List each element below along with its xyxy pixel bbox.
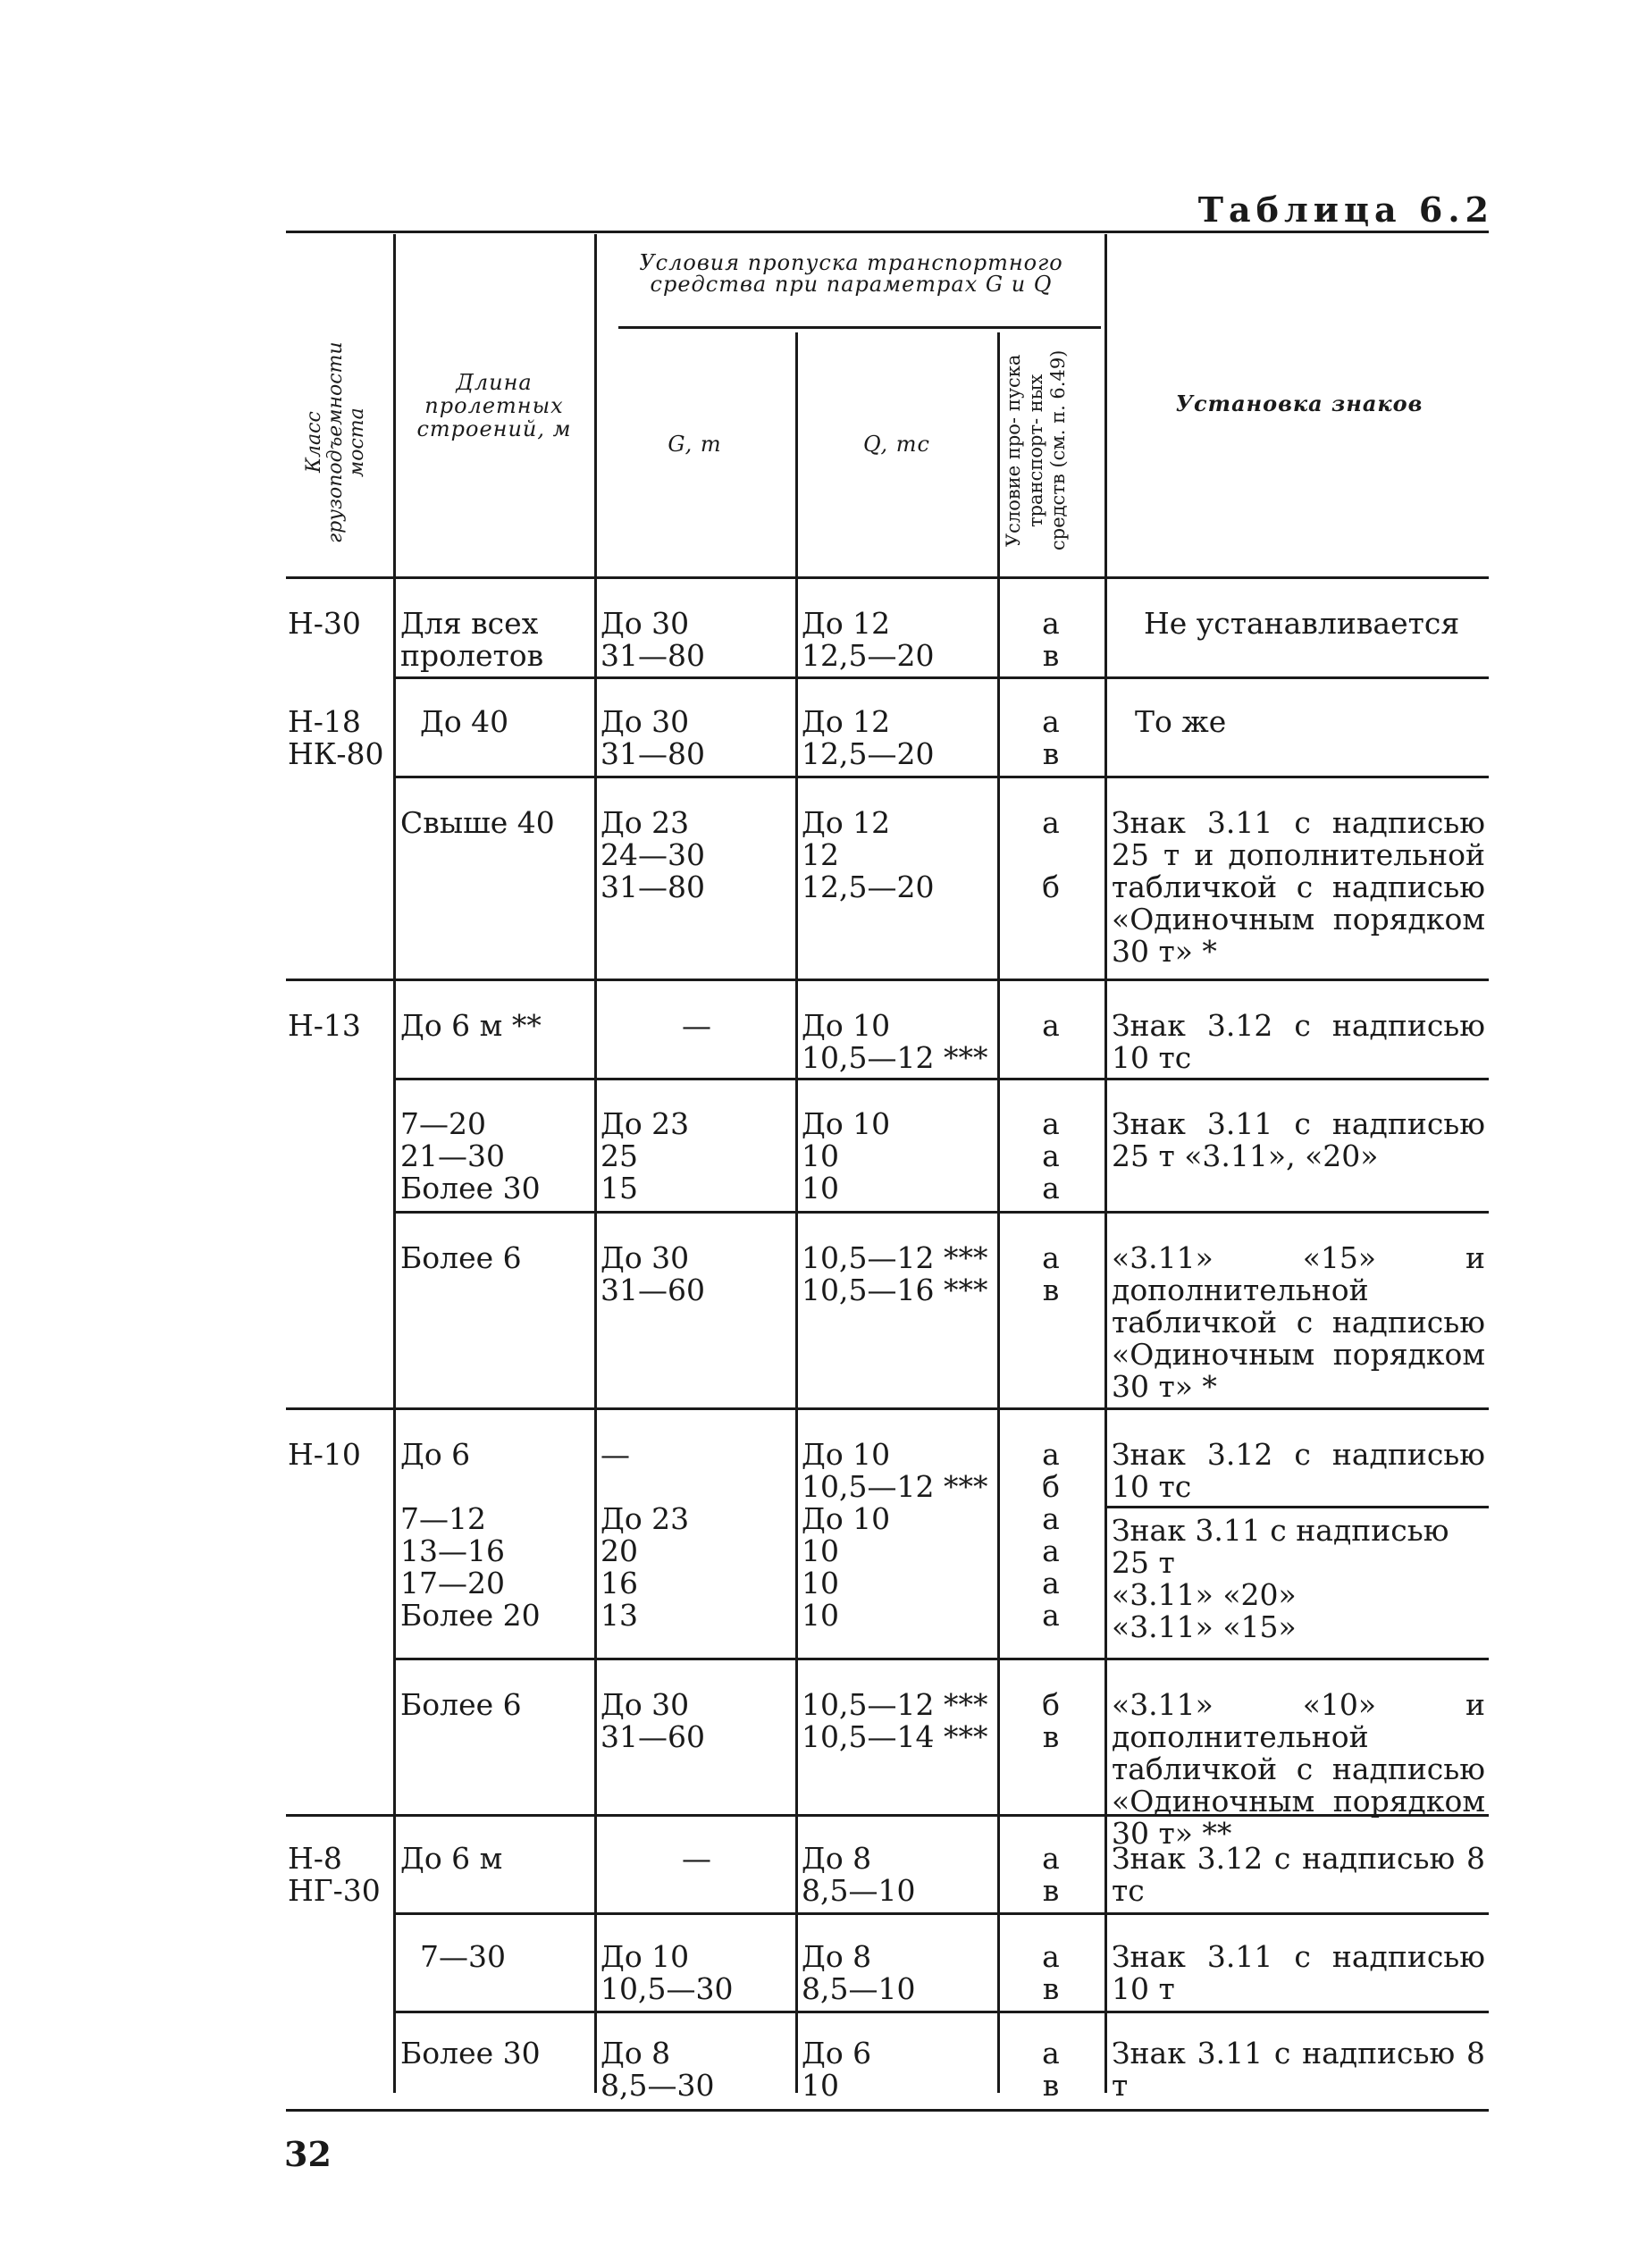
- cell-q: До 8 8,5—10: [802, 1939, 916, 2006]
- header-class: Класс грузоподъемности моста: [303, 341, 368, 543]
- cell-q: До 10 10,5—12 ***: [802, 1008, 988, 1075]
- cell-g: До 30 31—80: [600, 606, 705, 673]
- cell-class: Н-10: [288, 1437, 361, 1472]
- row-rule: [286, 979, 1489, 981]
- header-q: Q, тс: [863, 432, 930, 457]
- cell-g: До 30 31—80: [600, 704, 705, 771]
- cell-condition: б в: [1042, 1687, 1060, 1754]
- cell-span: 7—20 21—30 Более 30: [400, 1106, 541, 1205]
- row-rule: [393, 1658, 1489, 1660]
- cell-signs: Знак 3.12 с надписью 10 тс: [1112, 1008, 1485, 1075]
- header-signs: Установка знаков: [1175, 391, 1423, 416]
- cell-g: До 8 8,5—30: [600, 2036, 715, 2103]
- header-condition: Условие про- пуска транспорт- ных средств (см. п. 6.49): [1003, 349, 1069, 551]
- row-rule: [393, 2011, 1489, 2013]
- cell-class: Н-30: [288, 606, 361, 641]
- cell-q: До 12 12,5—20: [802, 704, 935, 771]
- cell-signs: Знак 3.12 с надписью 10 тс: [1112, 1437, 1485, 1504]
- row-rule: [393, 1078, 1489, 1080]
- cell-g: До 23 25 15: [600, 1106, 690, 1205]
- cell-g: До 23 24—30 31—80: [600, 805, 705, 904]
- row-rule: [286, 1407, 1489, 1410]
- cell-condition: а в: [1042, 1240, 1060, 1307]
- header-g: G, т: [668, 432, 722, 457]
- cell-signs: Знак 3.11 с надписью 10 т: [1112, 1939, 1485, 2006]
- cell-span: Свыше 40: [400, 805, 555, 840]
- cell-signs: Знак 3.12 с надписью 8 тс: [1112, 1841, 1485, 1908]
- table-title: Таблица 6.2: [1197, 189, 1494, 230]
- header-span: Длина пролетных строений, м: [416, 370, 572, 441]
- row-rule: [393, 1912, 1489, 1915]
- cell-span: Более 30: [400, 2036, 541, 2071]
- cell-condition: а а а: [1042, 1106, 1060, 1205]
- page-number: 32: [284, 2134, 332, 2174]
- cell-q: 10,5—12 *** 10,5—14 ***: [802, 1687, 988, 1754]
- table-bottom-rule: [286, 2109, 1489, 2112]
- cell-signs: Знак 3.11 с надписью 8 т: [1112, 2036, 1485, 2103]
- cell-g: До 10 10,5—30: [600, 1939, 734, 2006]
- cell-span: Более 6: [400, 1240, 522, 1275]
- cell-signs: «3.11» «15» и дополнительной табличкой с надписью «Одиночным порядком 30 т» *: [1112, 1240, 1485, 1404]
- cell-g: До 30 31—60: [600, 1240, 705, 1307]
- cell-g: — До 23 20 16 13: [600, 1437, 690, 1633]
- cell-condition: а в: [1042, 2036, 1060, 2103]
- cell-q: До 12 12,5—20: [802, 606, 935, 673]
- cell-condition: а в: [1042, 704, 1060, 771]
- row-rule: [393, 676, 1489, 679]
- cell-condition: а в: [1042, 606, 1060, 673]
- cell-q: До 10 10,5—12 *** До 10 10 10 10: [802, 1437, 988, 1633]
- cell-q: До 12 12 12,5—20: [802, 805, 935, 904]
- cell-span: До 6 7—12 13—16 17—20 Более 20: [400, 1437, 541, 1633]
- cell-signs: «3.11» «10» и дополнительной табличкой с надписью «Одиночным порядком 30 т» **: [1112, 1687, 1485, 1851]
- cell-g: До 30 31—60: [600, 1687, 705, 1754]
- cell-q: 10,5—12 *** 10,5—16 ***: [802, 1240, 988, 1307]
- cell-q: До 10 10 10: [802, 1106, 891, 1205]
- cell-condition: а б: [1042, 805, 1060, 904]
- header-group: Условия пропуска транспортного средства при параметрах G и Q: [639, 250, 1063, 297]
- row-rule: [1104, 1506, 1489, 1508]
- cell-condition: а: [1042, 1008, 1060, 1043]
- row-rule: [393, 776, 1489, 778]
- cell-span: До 6 м **: [400, 1008, 542, 1043]
- cell-span: Более 6: [400, 1687, 522, 1722]
- cell-signs: Не устанавливается: [1144, 606, 1460, 641]
- cell-class: Н-18 НК-80: [288, 704, 384, 771]
- cell-class: Н-8 НГ-30: [288, 1841, 381, 1908]
- cell-span: 7—30: [420, 1939, 506, 1974]
- cell-condition: а в: [1042, 1841, 1060, 1908]
- cell-signs: Знак 3.11 с надписью 25 т «3.11», «20»: [1112, 1106, 1485, 1173]
- row-rule: [393, 1211, 1489, 1214]
- cell-class: Н-13: [288, 1008, 361, 1043]
- cell-q: До 6 10: [802, 2036, 872, 2103]
- cell-span: Для всех пролетов: [400, 606, 544, 673]
- group-header-rule: [618, 326, 1101, 329]
- cell-condition: а в: [1042, 1939, 1060, 2006]
- cell-q: До 8 8,5—10: [802, 1841, 916, 1908]
- cell-g: —: [682, 1008, 711, 1043]
- cell-condition: а б а а а а: [1042, 1437, 1060, 1633]
- cell-signs: Знак 3.11 с надписью 25 т и дополнительной табличкой с надписью «Одиночным порядком 30 т» *: [1112, 805, 1485, 969]
- cell-span: До 6 м: [400, 1841, 503, 1876]
- cell-g: —: [682, 1841, 711, 1876]
- cell-signs: Знак 3.11 с надписью 25 т «3.11» «20» «3.11» «15»: [1112, 1513, 1449, 1644]
- cell-span: До 40: [420, 704, 509, 739]
- table-top-rule: [286, 231, 1489, 233]
- cell-signs: То же: [1135, 704, 1227, 739]
- header-bottom-rule: [286, 576, 1489, 579]
